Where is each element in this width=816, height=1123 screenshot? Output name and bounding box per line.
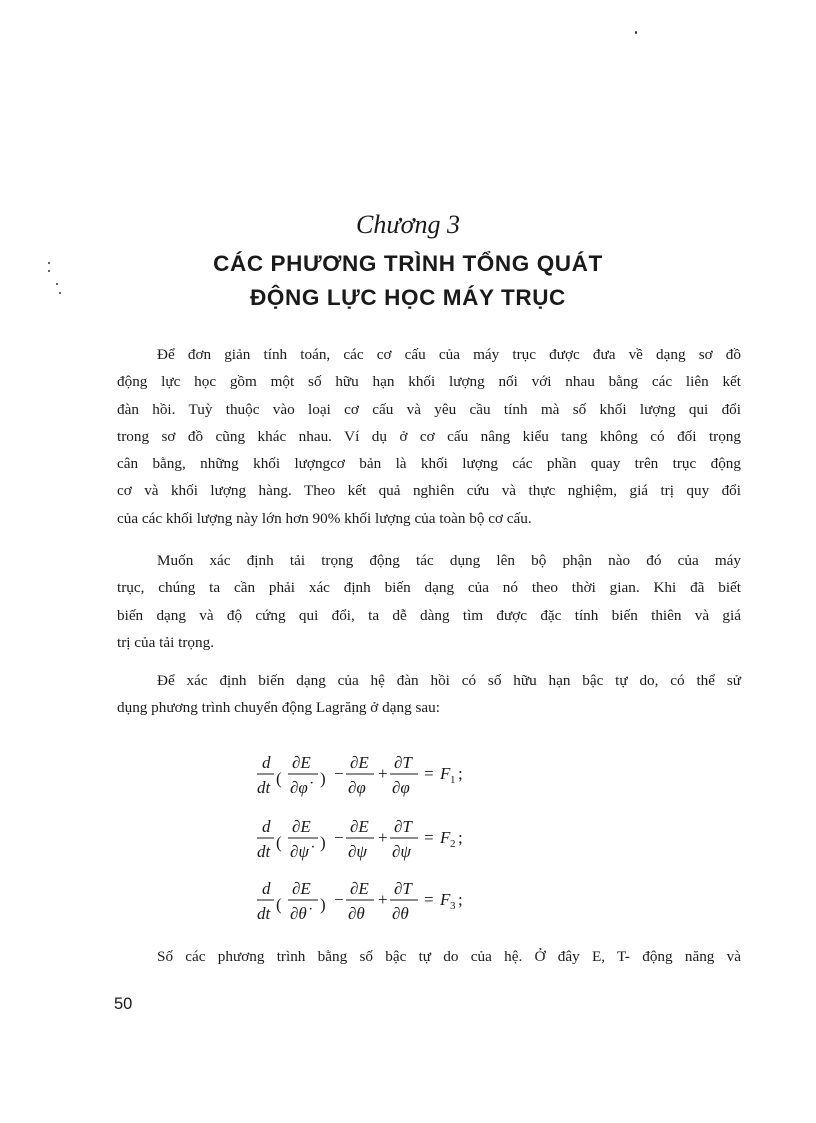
scan-speck <box>59 292 61 294</box>
eq-rhs: F <box>440 828 451 847</box>
svg-text:(: ( <box>276 769 282 788</box>
paragraph-line: động lực học gồm một số hữu hạn khối lượng nối với nhau bằng các liên kết <box>117 373 741 391</box>
scan-speck <box>48 270 50 272</box>
eq-rhs: F <box>440 764 451 783</box>
eq-dE: ∂E <box>350 817 369 836</box>
eq-dt: dt <box>257 842 271 861</box>
eq-var: ∂θ <box>392 904 409 923</box>
svg-text:): ) <box>320 895 326 914</box>
paragraph-line: Số các phương trình bằng số bậc tự do của hệ. Ở đây E, T- động năng và <box>157 948 741 965</box>
chapter-label: Chương 3 <box>356 210 460 239</box>
eq-end: ; <box>458 764 463 783</box>
svg-text:+: + <box>378 828 388 847</box>
paragraph-4 <box>117 943 741 970</box>
eq-dt: dt <box>257 904 271 923</box>
eq-var-dot: ∂θ̇ <box>290 904 307 923</box>
paragraph-line: cân bằng, những khối lượngcơ bản là khối lượng các phần quay trên trục động <box>117 455 741 473</box>
svg-text:=: = <box>424 890 434 909</box>
paragraph-3 <box>117 667 741 722</box>
eq-d: d <box>262 817 271 836</box>
eq-d: d <box>262 753 271 772</box>
svg-text:=: = <box>424 828 434 847</box>
scan-speck <box>48 262 50 264</box>
eq-rhs: F <box>440 890 451 909</box>
paragraph-line: Muốn xác định tải trọng động tác dụng lên bộ phận nào đó của máy <box>157 552 741 569</box>
eq-dT: ∂T <box>394 753 412 772</box>
paragraph-line: trị của tải trọng. <box>117 633 214 651</box>
paragraph-line: biến dạng và độ cứng qui đổi, ta dễ dàng tìm được đặc tính biến thiên và giá <box>117 606 741 624</box>
eq-subscript: 1 <box>450 774 456 786</box>
lagrange-equation-1 <box>256 754 516 798</box>
eq-dE: ∂E <box>292 879 311 898</box>
scan-speck <box>635 31 637 34</box>
eq-dE: ∂E <box>350 879 369 898</box>
eq-var: ∂φ <box>348 778 366 797</box>
svg-text:−: − <box>334 764 344 783</box>
eq-dT: ∂T <box>394 817 412 836</box>
eq-end: ; <box>458 828 463 847</box>
paragraph-line: dụng phương trình chuyển động Lagrăng ở dạng sau: <box>117 699 440 717</box>
eq-end: ; <box>458 890 463 909</box>
eq-dE: ∂E <box>292 817 311 836</box>
chapter-title-line-2: ĐỘNG LỰC HỌC MÁY TRỤC <box>250 285 566 310</box>
eq-dT: ∂T <box>394 879 412 898</box>
paragraph-line: trong sơ đồ cũng khác nhau. Ví dụ ở cơ cấu nâng kiểu tang không có đối trọng <box>117 427 741 445</box>
paragraph-line: Để xác định biến dạng của hệ đàn hồi có số hữu hạn bậc tự do, có thể sử <box>157 672 741 689</box>
paragraph-1 <box>117 341 741 532</box>
svg-text:+: + <box>378 764 388 783</box>
eq-subscript: 3 <box>450 900 456 912</box>
paragraph-line: của các khối lượng này lớn hơn 90% khối lượng của toàn bộ cơ cấu. <box>117 509 532 527</box>
eq-var-dot: ∂φ̇ <box>290 778 308 797</box>
eq-var: ∂ψ <box>392 842 411 861</box>
eq-dE: ∂E <box>350 753 369 772</box>
svg-text:): ) <box>320 769 326 788</box>
page-number: 50 <box>114 995 133 1013</box>
paragraph-line: trục, chúng ta cần phải xác định biến dạng của nó theo thời gian. Khi đã biết <box>117 579 741 597</box>
paragraph-2 <box>117 547 741 656</box>
lagrange-equation-3 <box>256 880 516 924</box>
svg-text:(: ( <box>276 895 282 914</box>
svg-text:): ) <box>320 833 326 852</box>
eq-dt: dt <box>257 778 271 797</box>
paragraph-line: đàn hồi. Tuỳ thuộc vào loại cơ cấu và yêu cầu tính mà số khối lượng qui đổi <box>117 400 741 418</box>
paragraph-line: Để đơn giản tính toán, các cơ cấu của máy trục được đưa về dạng sơ đồ <box>157 346 741 363</box>
eq-var: ∂φ <box>392 778 410 797</box>
eq-dE: ∂E <box>292 753 311 772</box>
eq-subscript: 2 <box>450 838 456 850</box>
scan-speck <box>56 283 58 285</box>
eq-var-dot: ∂ψ̇ <box>290 842 309 861</box>
svg-text:−: − <box>334 890 344 909</box>
paragraph-line: cơ và khối lượng hàng. Theo kết quả nghiên cứu và thực nghiệm, giá trị quy đổi <box>117 482 741 500</box>
svg-text:(: ( <box>276 833 282 852</box>
lagrange-equation-2 <box>256 818 516 862</box>
eq-d: d <box>262 879 271 898</box>
svg-text:+: + <box>378 890 388 909</box>
svg-text:−: − <box>334 828 344 847</box>
svg-text:=: = <box>424 764 434 783</box>
eq-var: ∂ψ <box>348 842 367 861</box>
eq-var: ∂θ <box>348 904 365 923</box>
chapter-title-line-1: CÁC PHƯƠNG TRÌNH TỔNG QUÁT <box>213 251 603 276</box>
